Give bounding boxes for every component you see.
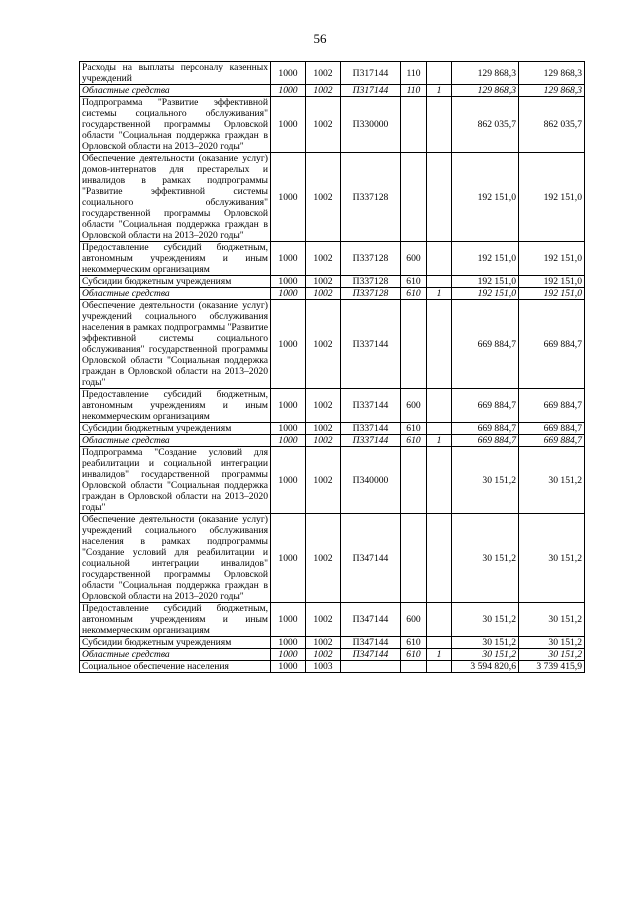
- table-row-regional-funds: [80, 435, 585, 447]
- expense-type-cell: 600: [401, 603, 427, 637]
- amount-year2-cell: 30 151,2: [519, 649, 585, 661]
- row-name-cell: Предоставление субсидий бюджетным, автономным учреждениям и иным некоммерческим организациям: [80, 603, 271, 637]
- subsection-code-cell: 1002: [306, 97, 341, 153]
- subsection-code-cell: 1002: [306, 514, 341, 603]
- funding-source-cell: 1: [427, 85, 452, 97]
- funding-source-cell: [427, 242, 452, 276]
- amount-year2-cell: 669 884,7: [519, 300, 585, 389]
- table-row-regional-funds: [80, 85, 585, 97]
- row-name-cell: Подпрограмма "Создание условий для реабилитации и социальной интеграции инвалидов" государственной программы Орловской области "Социальная поддержка граждан в Орловской области на 2013–2020 годы": [80, 447, 271, 514]
- amount-year1-cell: 129 868,3: [452, 85, 519, 97]
- section-code-cell: 1000: [271, 85, 306, 97]
- row-name-cell: Подпрограмма "Развитие эффективной системы социального обслуживания" государственной программы Орловской области "Социальная поддержка граждан в Орловской области на 2013–2020 годы": [80, 97, 271, 153]
- section-code-cell: 1000: [271, 153, 306, 242]
- amount-year2-cell: 30 151,2: [519, 603, 585, 637]
- row-name-cell: Областные средства: [80, 288, 271, 300]
- table-row: [80, 300, 585, 389]
- funding-source-cell: [427, 62, 452, 85]
- section-code-cell: 1000: [271, 389, 306, 423]
- subsection-code-cell: 1002: [306, 637, 341, 649]
- amount-year2-cell: 669 884,7: [519, 423, 585, 435]
- expense-type-cell: [401, 514, 427, 603]
- section-code-cell: 1000: [271, 300, 306, 389]
- funding-source-cell: 1: [427, 435, 452, 447]
- table-row: [80, 242, 585, 276]
- amount-year2-cell: 129 868,3: [519, 62, 585, 85]
- table-row: [80, 423, 585, 435]
- target-article-cell: П337128: [341, 276, 401, 288]
- amount-year2-cell: 30 151,2: [519, 514, 585, 603]
- section-code-cell: 1000: [271, 288, 306, 300]
- funding-source-cell: [427, 514, 452, 603]
- section-code-cell: 1000: [271, 649, 306, 661]
- target-article-cell: [341, 661, 401, 673]
- table-row-regional-funds: [80, 288, 585, 300]
- expense-type-cell: 610: [401, 276, 427, 288]
- amount-year1-cell: 3 594 820,6: [452, 661, 519, 673]
- amount-year1-cell: 862 035,7: [452, 97, 519, 153]
- amount-year2-cell: 669 884,7: [519, 435, 585, 447]
- table-row: [80, 276, 585, 288]
- target-article-cell: П317144: [341, 62, 401, 85]
- row-name-cell: Предоставление субсидий бюджетным, автономным учреждениям и иным некоммерческим организациям: [80, 389, 271, 423]
- target-article-cell: П330000: [341, 97, 401, 153]
- target-article-cell: П340000: [341, 447, 401, 514]
- section-code-cell: 1000: [271, 423, 306, 435]
- subsection-code-cell: 1002: [306, 603, 341, 637]
- section-code-cell: 1000: [271, 514, 306, 603]
- table-row: [80, 97, 585, 153]
- expense-type-cell: 610: [401, 435, 427, 447]
- funding-source-cell: 1: [427, 288, 452, 300]
- amount-year1-cell: 192 151,0: [452, 288, 519, 300]
- subsection-code-cell: 1002: [306, 447, 341, 514]
- row-name-cell: Предоставление субсидий бюджетным, автономным учреждениям и иным некоммерческим организациям: [80, 242, 271, 276]
- target-article-cell: П337128: [341, 242, 401, 276]
- funding-source-cell: 1: [427, 649, 452, 661]
- subsection-code-cell: 1002: [306, 153, 341, 242]
- target-article-cell: П347144: [341, 637, 401, 649]
- section-code-cell: 1000: [271, 62, 306, 85]
- expense-type-cell: [401, 153, 427, 242]
- target-article-cell: П337144: [341, 300, 401, 389]
- row-name-cell: Обеспечение деятельности (оказание услуг) домов-интернатов для престарелых и инвалидов в рамках подпрограммы "Развитие эффективной системы социального обслуживания" государственной программы Орловской области "Социальная поддержка граждан в Орловской области на 2013–2020 годы": [80, 153, 271, 242]
- amount-year1-cell: 192 151,0: [452, 153, 519, 242]
- subsection-code-cell: 1002: [306, 276, 341, 288]
- amount-year1-cell: 129 868,3: [452, 62, 519, 85]
- funding-source-cell: [427, 300, 452, 389]
- expense-type-cell: 110: [401, 85, 427, 97]
- amount-year2-cell: 192 151,0: [519, 153, 585, 242]
- expense-type-cell: 110: [401, 62, 427, 85]
- row-name-cell: Субсидии бюджетным учреждениям: [80, 276, 271, 288]
- target-article-cell: П317144: [341, 85, 401, 97]
- subsection-code-cell: 1002: [306, 389, 341, 423]
- target-article-cell: П347144: [341, 603, 401, 637]
- row-name-cell: Обеспечение деятельности (оказание услуг) учреждений социального обслуживания населения в рамках подпрограммы "Развитие эффективной системы социального обслуживания" государственной программы Орловской области "Социальная поддержка граждан в Орловской области на 2013–2020 годы": [80, 300, 271, 389]
- expense-type-cell: 610: [401, 288, 427, 300]
- row-name-cell: Расходы на выплаты персоналу казенных учреждений: [80, 62, 271, 85]
- expense-type-cell: [401, 97, 427, 153]
- table-row: [80, 637, 585, 649]
- amount-year2-cell: 192 151,0: [519, 288, 585, 300]
- target-article-cell: П337144: [341, 435, 401, 447]
- target-article-cell: П337144: [341, 389, 401, 423]
- target-article-cell: П347144: [341, 649, 401, 661]
- table-row: [80, 661, 585, 673]
- table-row: [80, 389, 585, 423]
- table-row: [80, 153, 585, 242]
- subsection-code-cell: 1002: [306, 85, 341, 97]
- page-number: 56: [313, 31, 327, 46]
- amount-year2-cell: 129 868,3: [519, 85, 585, 97]
- section-code-cell: 1000: [271, 637, 306, 649]
- expense-type-cell: 600: [401, 242, 427, 276]
- row-name-cell: Субсидии бюджетным учреждениям: [80, 423, 271, 435]
- amount-year1-cell: 192 151,0: [452, 276, 519, 288]
- amount-year1-cell: 30 151,2: [452, 637, 519, 649]
- amount-year1-cell: 669 884,7: [452, 423, 519, 435]
- funding-source-cell: [427, 423, 452, 435]
- expense-type-cell: [401, 661, 427, 673]
- amount-year1-cell: 669 884,7: [452, 300, 519, 389]
- row-name-cell: Субсидии бюджетным учреждениям: [80, 637, 271, 649]
- budget-table-body: [80, 62, 585, 673]
- section-code-cell: 1000: [271, 97, 306, 153]
- table-row: [80, 62, 585, 85]
- expense-type-cell: 610: [401, 649, 427, 661]
- amount-year1-cell: 30 151,2: [452, 603, 519, 637]
- subsection-code-cell: 1002: [306, 288, 341, 300]
- section-code-cell: 1000: [271, 447, 306, 514]
- amount-year2-cell: 30 151,2: [519, 447, 585, 514]
- amount-year1-cell: 30 151,2: [452, 649, 519, 661]
- target-article-cell: П337144: [341, 423, 401, 435]
- amount-year2-cell: 3 739 415,9: [519, 661, 585, 673]
- subsection-code-cell: 1002: [306, 62, 341, 85]
- table-row: [80, 603, 585, 637]
- section-code-cell: 1000: [271, 603, 306, 637]
- expense-type-cell: [401, 447, 427, 514]
- funding-source-cell: [427, 603, 452, 637]
- funding-source-cell: [427, 97, 452, 153]
- row-name-cell: Обеспечение деятельности (оказание услуг) учреждений социального обслуживания населения в рамках подпрограммы "Создание условий для реабилитации и социальной интеграции инвалидов" государственной программы Орловской области "Социальная поддержка граждан в Орловской области на 2013–2020 годы": [80, 514, 271, 603]
- row-name-cell: Областные средства: [80, 649, 271, 661]
- section-code-cell: 1000: [271, 435, 306, 447]
- subsection-code-cell: 1002: [306, 435, 341, 447]
- amount-year2-cell: 669 884,7: [519, 389, 585, 423]
- row-name-cell: Областные средства: [80, 435, 271, 447]
- funding-source-cell: [427, 637, 452, 649]
- expense-type-cell: 600: [401, 389, 427, 423]
- subsection-code-cell: 1002: [306, 423, 341, 435]
- amount-year2-cell: 30 151,2: [519, 637, 585, 649]
- table-row-regional-funds: [80, 649, 585, 661]
- section-code-cell: 1000: [271, 242, 306, 276]
- budget-table: [79, 61, 585, 673]
- row-name-cell: Социальное обеспечение населения: [80, 661, 271, 673]
- expense-type-cell: 610: [401, 423, 427, 435]
- amount-year1-cell: 30 151,2: [452, 447, 519, 514]
- amount-year1-cell: 669 884,7: [452, 389, 519, 423]
- section-code-cell: 1000: [271, 276, 306, 288]
- target-article-cell: П337128: [341, 153, 401, 242]
- amount-year1-cell: 669 884,7: [452, 435, 519, 447]
- funding-source-cell: [427, 661, 452, 673]
- amount-year2-cell: 192 151,0: [519, 242, 585, 276]
- subsection-code-cell: 1002: [306, 649, 341, 661]
- funding-source-cell: [427, 153, 452, 242]
- amount-year1-cell: 192 151,0: [452, 242, 519, 276]
- amount-year2-cell: 192 151,0: [519, 276, 585, 288]
- expense-type-cell: [401, 300, 427, 389]
- subsection-code-cell: 1003: [306, 661, 341, 673]
- subsection-code-cell: 1002: [306, 300, 341, 389]
- row-name-cell: Областные средства: [80, 85, 271, 97]
- amount-year1-cell: 30 151,2: [452, 514, 519, 603]
- funding-source-cell: [427, 389, 452, 423]
- funding-source-cell: [427, 447, 452, 514]
- target-article-cell: П347144: [341, 514, 401, 603]
- target-article-cell: П337128: [341, 288, 401, 300]
- section-code-cell: 1000: [271, 661, 306, 673]
- amount-year2-cell: 862 035,7: [519, 97, 585, 153]
- funding-source-cell: [427, 276, 452, 288]
- expense-type-cell: 610: [401, 637, 427, 649]
- table-row: [80, 447, 585, 514]
- subsection-code-cell: 1002: [306, 242, 341, 276]
- table-row: [80, 514, 585, 603]
